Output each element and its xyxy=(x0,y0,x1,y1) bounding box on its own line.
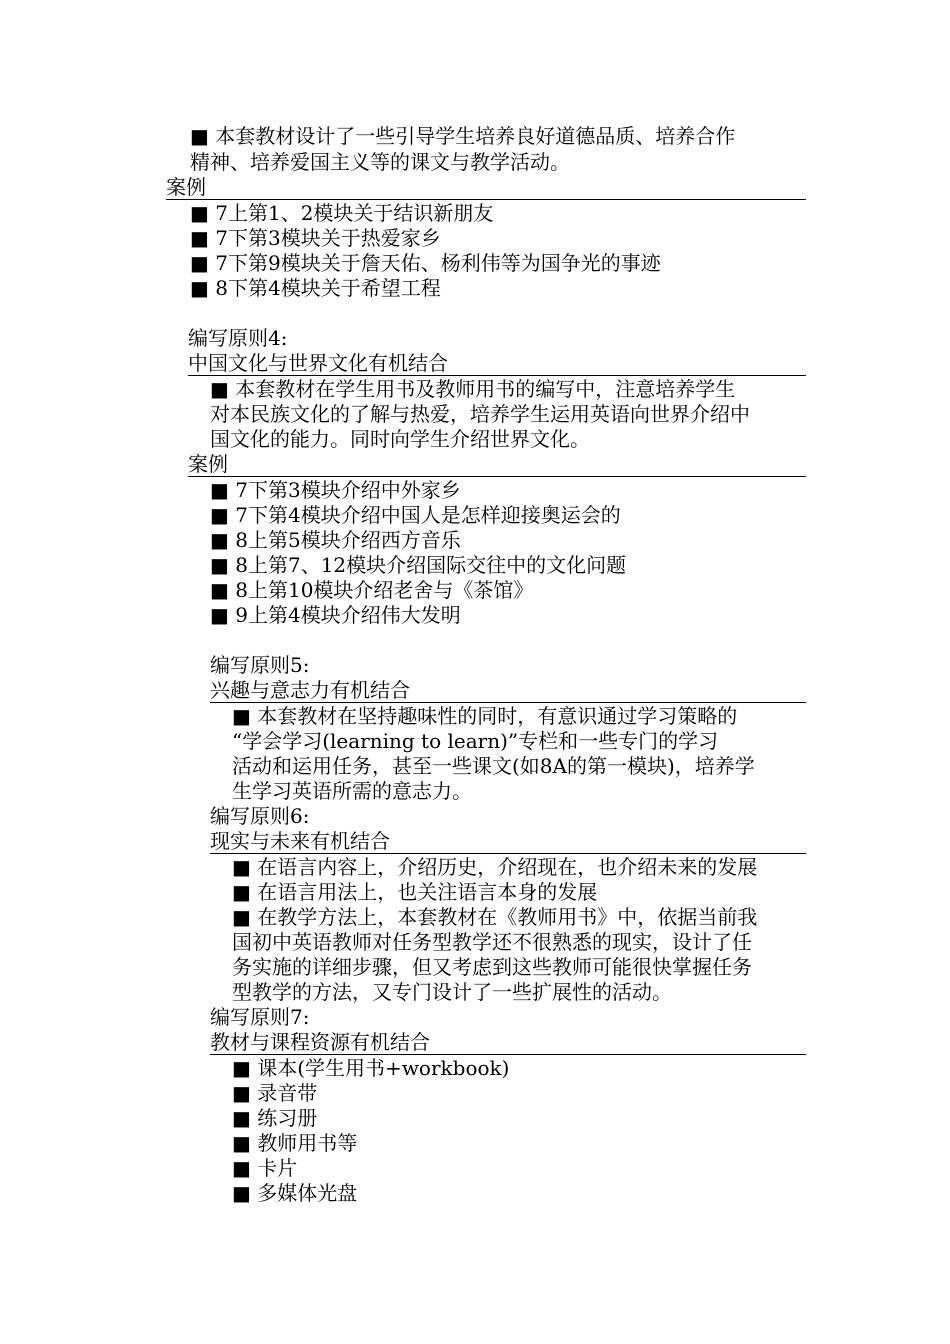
section6-paragraph-line-1: ■ 在教学方法上，本套教材在《教师用书》中，依据当前我 xyxy=(232,905,758,929)
section4-case-item: ■ 8上第10模块介绍老舍与《茶馆》 xyxy=(210,578,534,602)
section4-paragraph-line-1: ■ 本套教材在学生用书及教师用书的编写中，注意培养学生 xyxy=(210,377,736,401)
section4-case-item: ■ 7下第4模块介绍中国人是怎样迎接奥运会的 xyxy=(210,503,621,527)
section3-case-item: ■ 7下第3模块关于热爱家乡 xyxy=(190,226,441,250)
section4-paragraph-line-3: 国文化的能力。同时向学生介绍世界文化。 xyxy=(210,427,590,451)
section6-subtitle: 现实与未来有机结合 xyxy=(210,829,390,853)
section6-paragraph-line-4: 型教学的方法，又专门设计了一些扩展性的活动。 xyxy=(232,980,672,1004)
section4-case-item: ■ 8上第5模块介绍西方音乐 xyxy=(210,528,461,552)
section3-case-item: ■ 7上第1、2模块关于结识新朋友 xyxy=(190,201,494,225)
section4-case-item: ■ 8上第7、12模块介绍国际交往中的文化问题 xyxy=(210,553,627,577)
section6-heading: 编写原则6: xyxy=(210,804,310,828)
section4-case-label: 案例 xyxy=(188,452,228,476)
section7-resource-item: ■ 练习册 xyxy=(232,1106,318,1130)
section6-subtitle-rule xyxy=(210,853,806,854)
section3-paragraph-line-2: 精神、培养爱国主义等的课文与教学活动。 xyxy=(190,150,570,174)
section7-subtitle: 教材与课程资源有机结合 xyxy=(210,1030,430,1054)
section5-heading: 编写原则5: xyxy=(210,653,310,677)
section4-heading: 编写原则4: xyxy=(188,326,288,350)
section7-resource-item: ■ 教师用书等 xyxy=(232,1131,358,1155)
section5-paragraph-line-1: ■ 本套教材在坚持趣味性的同时，有意识通过学习策略的 xyxy=(232,704,738,728)
section4-case-rule xyxy=(188,476,806,477)
section7-heading: 编写原则7: xyxy=(210,1005,310,1029)
section4-case-item: ■ 7下第3模块介绍中外家乡 xyxy=(210,478,461,502)
section7-resource-item: ■ 卡片 xyxy=(232,1156,298,1180)
section5-subtitle-rule xyxy=(210,702,806,703)
section4-paragraph-line-2: 对本民族文化的了解与热爱，培养学生运用英语向世界介绍中 xyxy=(210,402,750,426)
section5-paragraph-line-2: “学会学习(learning to learn)”专栏和一些专门的学习 xyxy=(232,729,719,753)
section3-case-rule xyxy=(166,199,806,200)
section4-subtitle-rule xyxy=(188,375,806,376)
section6-bullet: ■ 在语言内容上，介绍历史，介绍现在，也介绍未来的发展 xyxy=(232,855,758,879)
section7-resource-item: ■ 录音带 xyxy=(232,1081,318,1105)
section7-subtitle-rule xyxy=(210,1054,806,1055)
section6-bullet: ■ 在语言用法上，也关注语言本身的发展 xyxy=(232,880,598,904)
section3-case-item: ■ 7下第9模块关于詹天佑、杨利伟等为国争光的事迹 xyxy=(190,251,661,275)
section7-resource-item: ■ 课本(学生用书+workbook) xyxy=(232,1056,510,1080)
section3-case-item: ■ 8下第4模块关于希望工程 xyxy=(190,276,441,300)
section5-paragraph-line-3: 活动和运用任务，甚至一些课文(如8A的第一模块)，培养学 xyxy=(232,754,755,778)
section5-paragraph-line-4: 生学习英语所需的意志力。 xyxy=(232,779,472,803)
section3-case-label: 案例 xyxy=(166,175,206,199)
section6-paragraph-line-3: 务实施的详细步骤，但又考虑到这些教师可能很快掌握任务 xyxy=(232,955,752,979)
section7-resource-item: ■ 多媒体光盘 xyxy=(232,1181,358,1205)
section5-subtitle: 兴趣与意志力有机结合 xyxy=(210,678,410,702)
section3-paragraph-line-1: ■ 本套教材设计了一些引导学生培养良好道德品质、培养合作 xyxy=(190,124,736,148)
section4-subtitle: 中国文化与世界文化有机结合 xyxy=(188,351,448,375)
section4-case-item: ■ 9上第4模块介绍伟大发明 xyxy=(210,603,461,627)
section6-paragraph-line-2: 国初中英语教师对任务型教学还不很熟悉的现实，设计了任 xyxy=(232,930,752,954)
